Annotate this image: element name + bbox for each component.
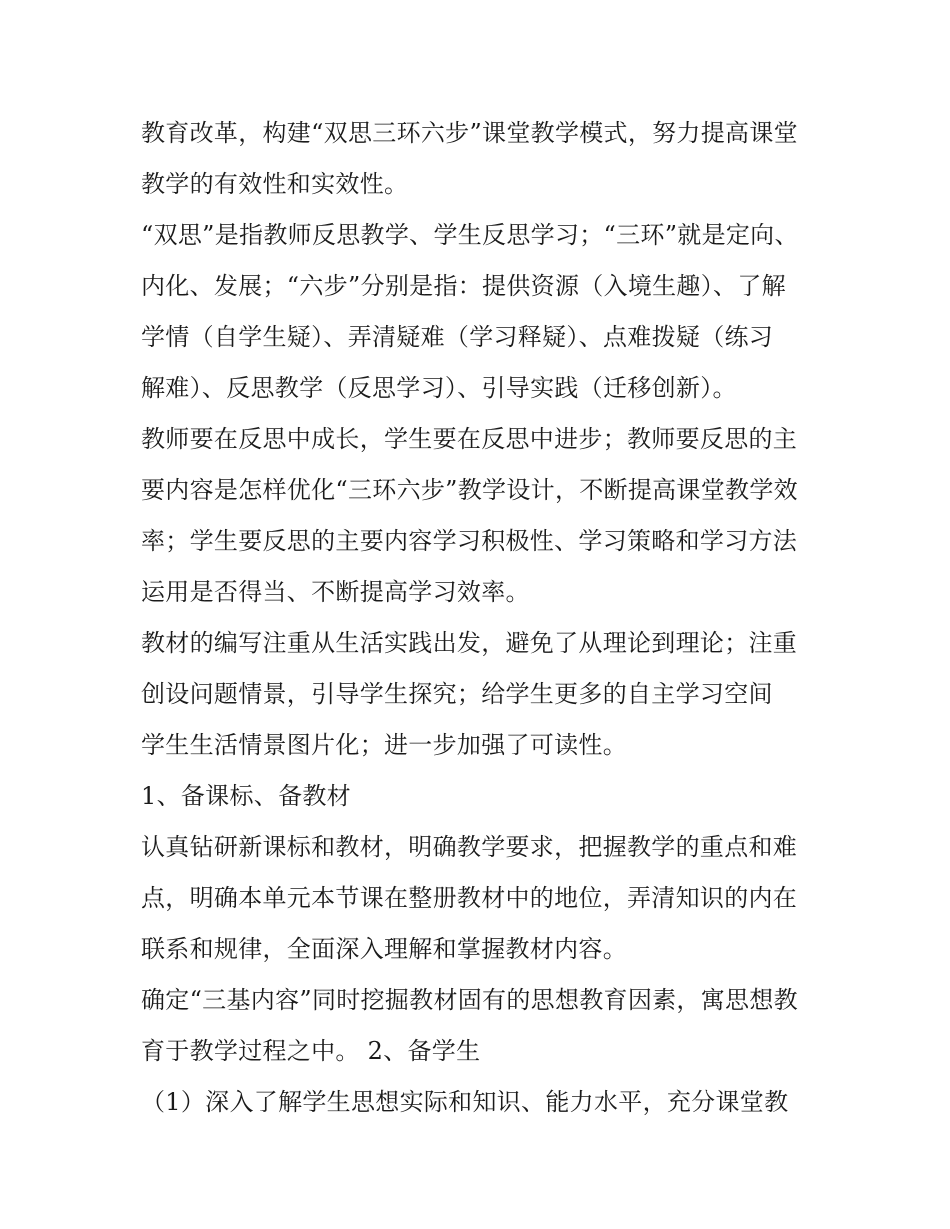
text-line: 教学的有效性和实效性。 bbox=[141, 170, 409, 198]
text-line: 率；学生要反思的主要内容学习积极性、学习策略和学习方法 bbox=[141, 527, 798, 555]
text-line: 认真钻研新课标和教材，明确教学要求，把握教学的重点和难 bbox=[141, 833, 798, 861]
text-line: 教师要在反思中成长，学生要在反思中进步；教师要反思的主 bbox=[141, 425, 798, 453]
text-line: 学情（自学生疑）、弄清疑难（学习释疑）、点难拨疑（练习 bbox=[141, 323, 774, 351]
text-line: （1）深入了解学生思想实际和知识、能力水平，充分课堂教 bbox=[141, 1088, 789, 1116]
text-line: 教育改革，构建“双思三环六步”课堂教学模式，努力提高课堂 bbox=[141, 119, 798, 147]
text-line: 内化、发展；“六步”分别是指：提供资源（入境生趣）、了解 bbox=[141, 272, 786, 300]
text-line: 教材的编写注重从生活实践出发，避免了从理论到理论；注重 bbox=[141, 629, 798, 657]
text-line: 创设问题情景，引导学生探究；给学生更多的自主学习空间 bbox=[141, 680, 773, 708]
text-line: “双思”是指教师反思教学、学生反思学习；“三环”就是定向、 bbox=[141, 221, 799, 249]
text-line: 联系和规律，全面深入理解和掌握教材内容。 bbox=[141, 935, 627, 963]
text-line: 确定“三基内容”同时挖掘教材固有的思想教育因素，寓思想教 bbox=[141, 986, 798, 1014]
section-heading: 1、备课标、备教材 bbox=[141, 782, 351, 810]
text-line: 要内容是怎样优化“三环六步”教学设计，不断提高课堂教学效 bbox=[141, 476, 798, 504]
text-line: 学生生活情景图片化；进一步加强了可读性。 bbox=[141, 731, 627, 759]
text-line: 点，明确本单元本节课在整册教材中的地位，弄清知识的内在 bbox=[141, 884, 798, 912]
text-line: 运用是否得当、不断提高学习效率。 bbox=[141, 578, 530, 606]
text-line: 解难）、反思教学（反思学习）、引导实践（迁移创新）。 bbox=[141, 374, 737, 402]
document-body-text bbox=[141, 108, 821, 1128]
text-line: 育于教学过程之中。 2、备学生 bbox=[141, 1037, 481, 1065]
